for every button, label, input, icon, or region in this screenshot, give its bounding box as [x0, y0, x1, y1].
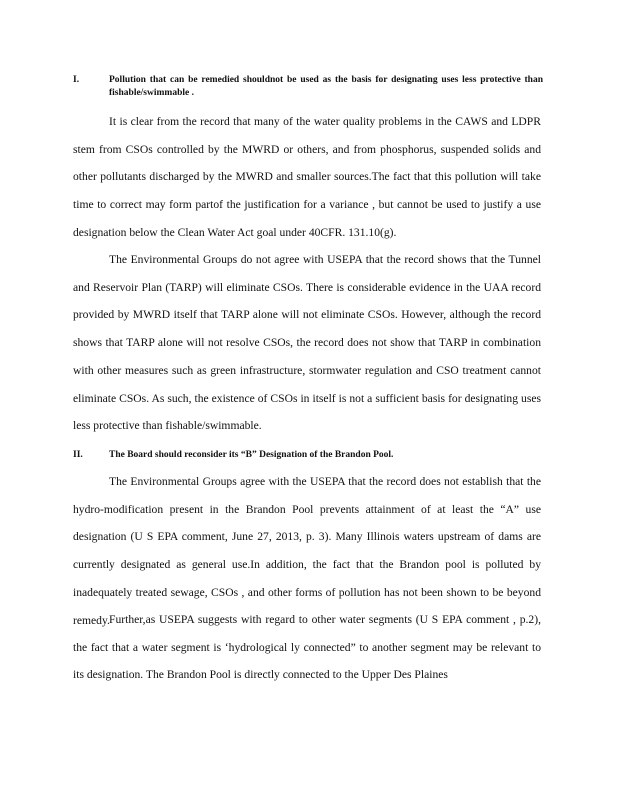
section-number: I. — [73, 75, 80, 85]
body-paragraph: The Environmental Groups do not agree with USEPA that the record shows that the Tunnel and Reservoir Plan (TARP) will eliminate CSOs. There is considerable evidence in the UAA record provided by MWRD itself that TARP alone will not eliminate CSOs. However, although the record shows that TARP alone will not resolve CSOs, the record does not show that TARP in combination with other measures such as green infrastructure, stormwater regulation and CSO treatment cannot eliminate CSOs. As such, the existence of CSOs in itself is not a sufficient basis for designating uses less protective than fishable/swimmable. — [73, 253, 541, 433]
section-heading-text: The Board should reconsider its “B” Designation of the Brandon Pool. — [109, 450, 394, 460]
section-number: II. — [73, 450, 83, 460]
body-paragraph: The Environmental Groups agree with the USEPA that the record does not establish that the hydro-modification present in the Brandon Pool prevents attainment of at least the “A” use designation (U S EPA comment, June 27, 2013, p. 3). Many Illinois waters upstream of dams are currently designated as general use.In addition, the fact that the Brandon pool is polluted by inadequately treated sewage, CSOs , and other forms of pollution has not been shown to be beyond remedy. — [73, 475, 541, 627]
body-paragraph: Further,as USEPA suggests with regard to other water segments (U S EPA comment , p.2), the fact that a water segment is ‘hydrological ly connected” to another segment may be relevant to its designation. The Brandon Pool is directly connected to the Upper Des Plaines — [73, 613, 541, 682]
body-paragraph: It is clear from the record that many of the water quality problems in the CAWS and LDPR stem from CSOs controlled by the MWRD or others, and from phosphorus, suspended solids and other pollutants discharged by the MWRD and smaller sources.The fact that this pollution will take time to correct may form partof the justification for a variance , but cannot be used to justify a use designation below the Clean Water Act goal under 40CFR. 131.10(g). — [73, 115, 541, 239]
section-heading-text: Pollution that can be remedied shouldnot be used as the basis for designating uses less protective than fishable/swimmable . — [109, 75, 543, 98]
